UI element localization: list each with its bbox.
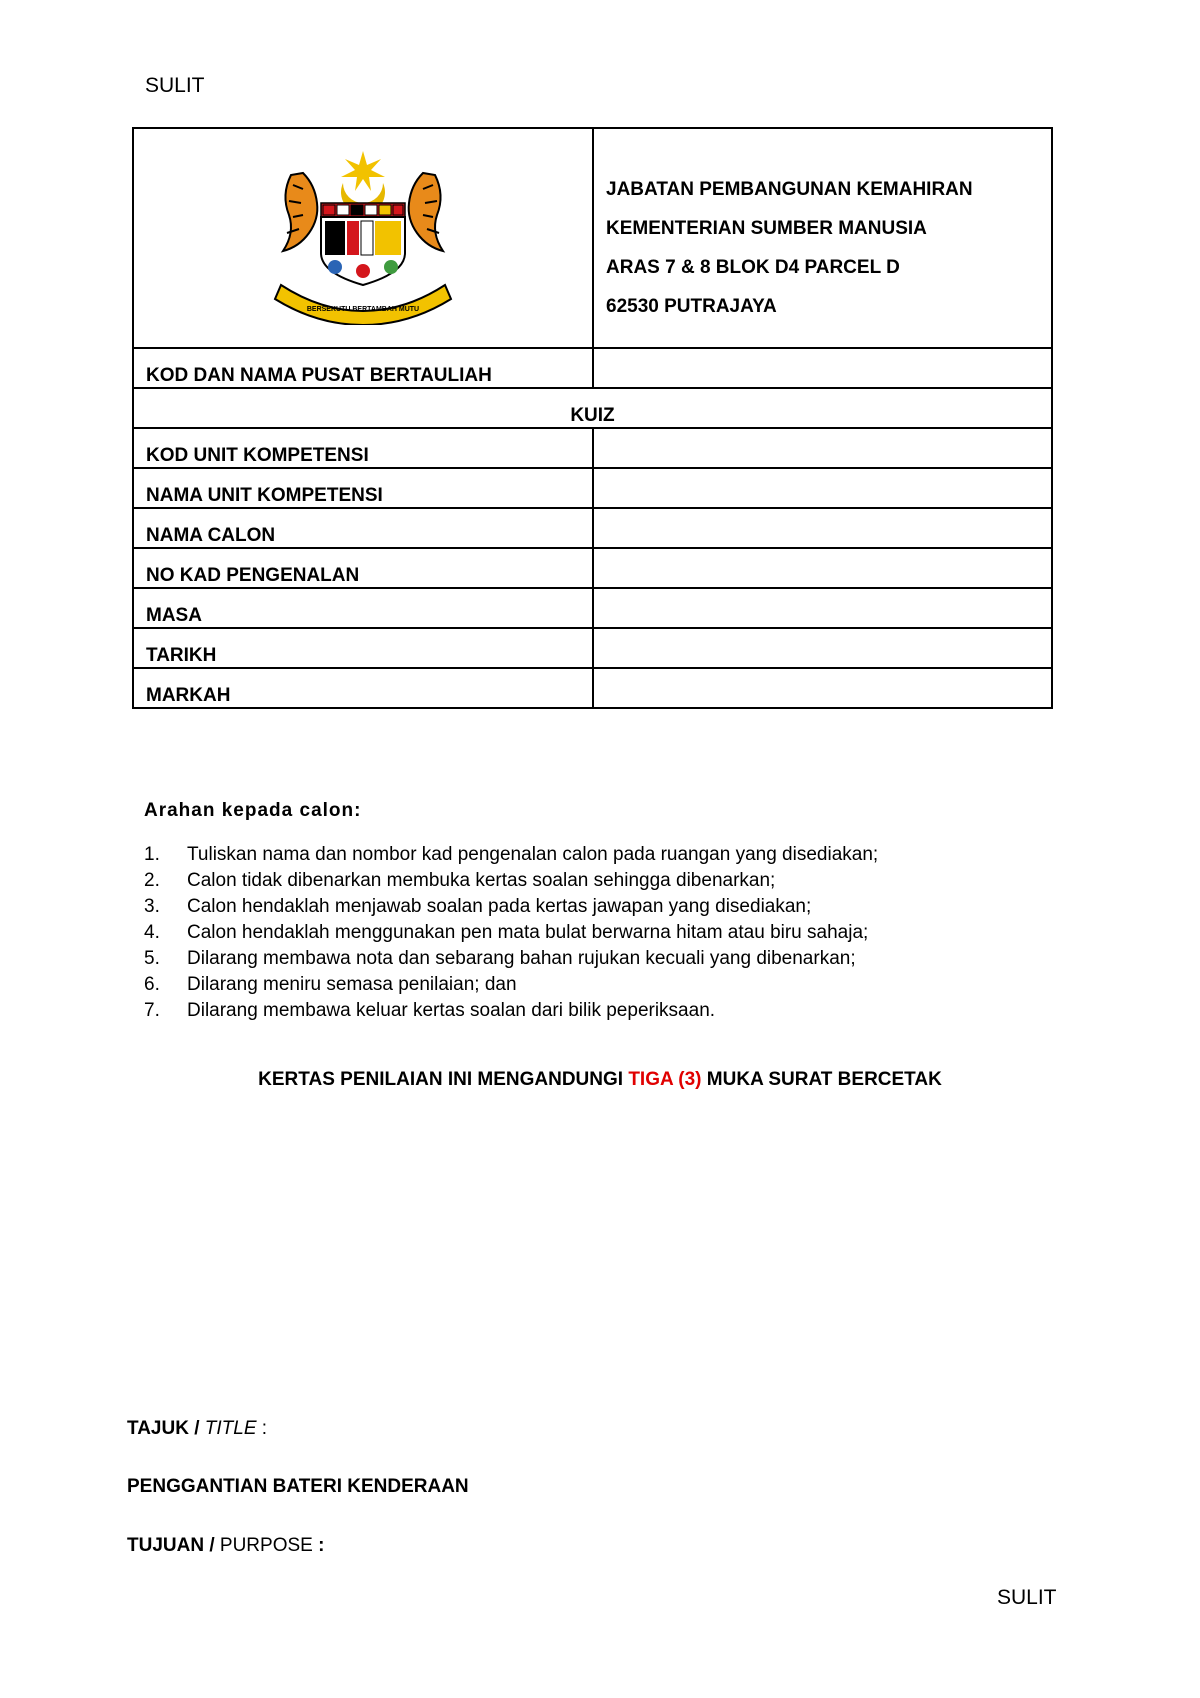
field-value-tarikh[interactable]	[593, 628, 1052, 668]
field-label-kod-unit: KOD UNIT KOMPETENSI	[133, 428, 593, 468]
field-label-masa: MASA	[133, 588, 593, 628]
sulit-bottom-label: SULIT	[997, 1586, 1057, 1609]
field-label-tarikh: TARIKH	[133, 628, 593, 668]
header-row	[133, 128, 1052, 348]
list-item-text: Calon hendaklah menggunakan pen mata bulat berwarna hitam atau biru sahaja;	[187, 922, 869, 943]
field-row	[133, 428, 1052, 468]
list-item-number: 3.	[144, 896, 160, 917]
crest-motto: BERSEKUTU BERTAMBAH MUTU	[306, 306, 420, 313]
field-label-no-kad: NO KAD PENGENALAN	[133, 548, 593, 588]
instructions-section	[144, 800, 1044, 1024]
notice-suffix: MUKA SURAT BERCETAK	[701, 1069, 942, 1090]
title-label: TAJUK /	[127, 1418, 205, 1439]
list-item-text: Dilarang membawa keluar kertas soalan dari bilik peperiksaan.	[187, 1000, 716, 1021]
field-value-kod-unit[interactable]	[593, 428, 1052, 468]
candidate-info-table	[132, 127, 1053, 709]
title-label-english: TITLE	[204, 1418, 257, 1439]
list-item	[144, 842, 1044, 868]
crest-cell	[133, 128, 593, 348]
purpose-label-english: PURPOSE	[219, 1535, 313, 1556]
list-item-text: Dilarang membawa nota dan sebarang bahan rujukan kecuali yang dibenarkan;	[187, 948, 856, 969]
list-item	[144, 972, 1044, 998]
purpose-label-line	[127, 1535, 324, 1557]
field-label-markah: MARKAH	[133, 668, 593, 708]
field-row	[133, 508, 1052, 548]
field-value-nama-unit[interactable]	[593, 468, 1052, 508]
list-item-text: Calon tidak dibenarkan membuka kertas soalan sehingga dibenarkan;	[187, 870, 776, 891]
centre-label: KOD DAN NAMA PUSAT BERTAULIAH	[133, 348, 593, 388]
field-row	[133, 548, 1052, 588]
department-name: JABATAN PEMBANGUNAN KEMAHIRAN	[606, 179, 973, 200]
list-item-number: 5.	[144, 948, 160, 969]
centre-value-field[interactable]	[593, 348, 1052, 388]
list-item-number: 2.	[144, 870, 160, 891]
list-item-number: 7.	[144, 1000, 160, 1021]
malaysia-coat-of-arms-icon	[263, 145, 463, 325]
list-item-text: Tuliskan nama dan nombor kad pengenalan calon pada ruangan yang disediakan;	[187, 844, 879, 865]
instructions-title: Arahan kepada calon:	[144, 800, 362, 821]
department-address-cell	[593, 128, 1052, 348]
purpose-colon: :	[312, 1535, 325, 1556]
section-row	[133, 388, 1052, 428]
field-label-nama-unit: NAMA UNIT KOMPETENSI	[133, 468, 593, 508]
list-item-number: 1.	[144, 844, 160, 865]
field-value-nama-calon[interactable]	[593, 508, 1052, 548]
field-row	[133, 468, 1052, 508]
list-item	[144, 920, 1044, 946]
address-line-1: ARAS 7 & 8 BLOK D4 PARCEL D	[606, 257, 900, 278]
assessment-subject: PENGGANTIAN BATERI KENDERAAN	[127, 1476, 469, 1497]
list-item-text: Dilarang meniru semasa penilaian; dan	[187, 974, 517, 995]
list-item	[144, 998, 1044, 1024]
page-count-notice	[0, 1069, 1200, 1091]
field-value-no-kad[interactable]	[593, 548, 1052, 588]
field-row	[133, 588, 1052, 628]
list-item	[144, 946, 1044, 972]
field-value-masa[interactable]	[593, 588, 1052, 628]
title-colon: :	[256, 1418, 268, 1439]
list-item	[144, 868, 1044, 894]
instructions-list	[144, 842, 1044, 1024]
field-row	[133, 628, 1052, 668]
field-label-nama-calon: NAMA CALON	[133, 508, 593, 548]
notice-prefix: KERTAS PENILAIAN INI MENGANDUNGI	[258, 1069, 629, 1090]
list-item-number: 6.	[144, 974, 160, 995]
field-value-markah[interactable]	[593, 668, 1052, 708]
notice-page-count: TIGA (3)	[628, 1069, 702, 1090]
ministry-name: KEMENTERIAN SUMBER MANUSIA	[606, 218, 927, 239]
list-item	[144, 894, 1044, 920]
field-row	[133, 668, 1052, 708]
title-label-line	[127, 1418, 267, 1440]
purpose-label: TUJUAN /	[127, 1535, 220, 1556]
sulit-top-label: SULIT	[145, 74, 205, 97]
address-line-2: 62530 PUTRAJAYA	[606, 296, 777, 317]
centre-row	[133, 348, 1052, 388]
list-item-text: Calon hendaklah menjawab soalan pada kertas jawapan yang disediakan;	[187, 896, 812, 917]
section-title: KUIZ	[133, 388, 1052, 428]
list-item-number: 4.	[144, 922, 160, 943]
